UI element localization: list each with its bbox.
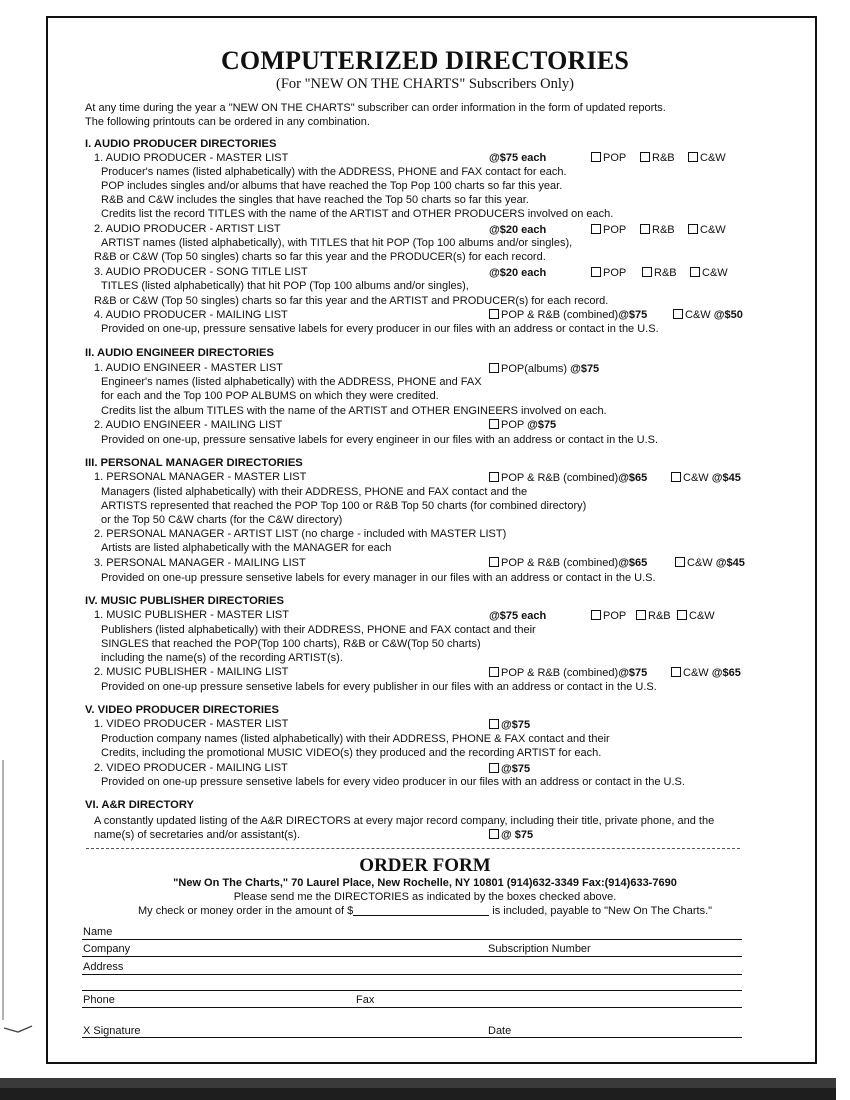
signature-field[interactable]	[82, 1037, 742, 1038]
description-line: Publishers (listed alphabetically) with their ADDRESS, PHONE and FAX contact and their	[101, 624, 536, 636]
checkbox-label: C&W	[683, 667, 709, 679]
checkbox-label: C&W	[702, 267, 728, 279]
checkbox-s1-3-cw[interactable]	[690, 267, 728, 279]
description-line: R&B and C&W includes the singles that have reached the Top 50 charts so far this year.	[101, 194, 529, 206]
checkbox-box[interactable]	[642, 267, 652, 277]
description-line: Provided on one-up, pressure sensative labels for every producer in our files with an address or contact in the U.S.	[101, 323, 659, 335]
section-heading-ar-directory: VI. A&R DIRECTORY	[85, 799, 194, 811]
checkbox-box[interactable]	[677, 610, 687, 620]
name-field[interactable]	[82, 939, 742, 940]
checkbox-s4-1-cw[interactable]	[677, 610, 715, 622]
price-label: @$45	[711, 472, 741, 484]
checkbox-box[interactable]	[688, 224, 698, 234]
price-label: @$75	[618, 309, 648, 321]
intro-line-1: At any time during the year a "NEW ON THE CHARTS" subscriber can order information in the form of updated reports.	[85, 102, 666, 114]
item-personal-manager-mailing: 3. PERSONAL MANAGER - MAILING LIST	[94, 557, 306, 569]
price-label: @$75	[618, 667, 648, 679]
scan-left-edge	[0, 0, 6, 1100]
description-line: name(s) of secretaries and/or assistant(s).	[94, 829, 301, 841]
price-label: @$45	[715, 557, 745, 569]
order-form-title: ORDER FORM	[359, 855, 491, 876]
item-music-publisher-mailing: 2. MUSIC PUBLISHER - MAILING LIST	[94, 666, 289, 678]
item-audio-producer-mailing: 4. AUDIO PRODUCER - MAILING LIST	[94, 309, 288, 321]
description-line: ARTISTS represented that reached the POP Top 100 or R&B Top 50 charts (for combined directory)	[101, 500, 587, 512]
checkbox-label: C&W	[700, 224, 726, 236]
section-heading-personal-manager: III. PERSONAL MANAGER DIRECTORIES	[85, 457, 303, 469]
checkbox-s3-3-cw[interactable]	[675, 557, 745, 569]
price-label: @$20 each	[489, 224, 547, 236]
price-label: @$75	[501, 763, 531, 775]
checkbox-label: POP & R&B (combined)	[501, 667, 619, 679]
name-label: Name	[83, 926, 113, 938]
page-title: COMPUTERIZED DIRECTORIES	[220, 46, 630, 75]
section-heading-audio-engineer: II. AUDIO ENGINEER DIRECTORIES	[85, 347, 274, 359]
checkbox-s3-1-cw[interactable]	[671, 472, 741, 484]
phone-fax-field[interactable]	[82, 1007, 742, 1008]
item-audio-producer-song-title: 3. AUDIO PRODUCER - SONG TITLE LIST	[94, 266, 308, 278]
checkbox-box[interactable]	[489, 763, 499, 773]
description-line: R&B or C&W (Top 50 singles) charts so far this year and the PRODUCER(s) for each record.	[94, 251, 546, 263]
checkbox-s3-3-pop-rb[interactable]	[489, 557, 647, 569]
checkbox-box[interactable]	[591, 610, 601, 620]
description-line: Provided on one-up pressure sensetive labels for every manager in our files with an address or contact in the U.S.	[101, 572, 656, 584]
price-label: @$50	[713, 309, 743, 321]
description-line: A constantly updated listing of the A&R DIRECTORS at every major record company, including their title, private phone, and the	[94, 815, 715, 827]
checkbox-s4-2-pop-rb[interactable]	[489, 667, 647, 679]
checkbox-box[interactable]	[489, 363, 499, 373]
description-line: Credits, including the promotional MUSIC VIDEO(s) they produced and the recording ARTIST for each.	[101, 747, 602, 759]
section-heading-music-publisher: IV. MUSIC PUBLISHER DIRECTORIES	[85, 595, 284, 607]
checkbox-box[interactable]	[636, 610, 646, 620]
checkbox-label: C&W	[700, 152, 726, 164]
description-line: for each and the Top 100 POP ALBUMS on which they were credited.	[101, 390, 439, 402]
description-line: Managers (listed alphabetically) with their ADDRESS, PHONE and FAX contact and the	[101, 486, 528, 498]
address-field[interactable]	[82, 974, 742, 975]
cut-line-divider	[86, 848, 740, 849]
checkbox-s4-1-pop[interactable]	[591, 610, 626, 622]
checkbox-s1-2-rb[interactable]	[640, 224, 675, 236]
item-audio-producer-master: 1. AUDIO PRODUCER - MASTER LIST	[94, 152, 289, 164]
price-label: @$65	[618, 472, 648, 484]
payment-suffix: is included, payable to "New On The Charts."	[492, 905, 713, 917]
price-label: @$75	[527, 419, 557, 431]
checkbox-box[interactable]	[591, 152, 601, 162]
price-label: @ $75	[501, 829, 534, 841]
description-line: TITLES (listed alphabetically) that hit POP (Top 100 albums and/or singles),	[101, 280, 469, 292]
company-label: Company	[83, 943, 131, 955]
subscription-number-label: Subscription Number	[488, 943, 591, 955]
payment-prefix: My check or money order in the amount of $	[137, 905, 354, 917]
checkbox-label: POP	[603, 152, 627, 164]
checkbox-label: POP & R&B (combined)	[501, 472, 619, 484]
checkbox-label: R&B	[648, 610, 671, 622]
description-line: SINGLES that reached the POP(Top 100 charts), R&B or C&W(Top 50 charts)	[101, 638, 481, 650]
checkbox-s2-1-pop-albums[interactable]	[489, 363, 599, 375]
checkbox-label: R&B	[654, 267, 677, 279]
scan-edge-band-dark	[0, 1088, 836, 1100]
checkbox-s1-4-cw[interactable]	[673, 309, 743, 321]
description-line: Producer's names (listed alphabetically) with the ADDRESS, PHONE and FAX contact for each.	[101, 166, 567, 178]
intro-line-2: The following printouts can be ordered in any combination.	[85, 116, 370, 128]
price-label: @$65	[618, 557, 648, 569]
description-line: Production company names (listed alphabetically) with their ADDRESS, PHONE & FAX contact and their	[101, 733, 610, 745]
checkbox-box[interactable]	[675, 557, 685, 567]
checkbox-box[interactable]	[489, 667, 499, 677]
checkbox-box[interactable]	[671, 667, 681, 677]
description-line: including the name(s) of the recording ARTIST(s).	[101, 652, 343, 664]
date-label: Date	[488, 1025, 512, 1037]
description-line: Credits list the album TITLES with the name of the ARTIST and OTHER ENGINEERS involved on each.	[101, 405, 607, 417]
item-video-producer-master: 1. VIDEO PRODUCER - MASTER LIST	[94, 718, 289, 730]
checkbox-label: R&B	[652, 152, 675, 164]
checkbox-box[interactable]	[489, 309, 499, 319]
price-label: @$65	[711, 667, 741, 679]
checkbox-s1-1-cw[interactable]	[688, 152, 726, 164]
amount-input[interactable]	[353, 905, 489, 916]
section-heading-audio-producer: I. AUDIO PRODUCER DIRECTORIES	[85, 138, 277, 150]
price-label: @$75 each	[489, 152, 547, 164]
checkbox-label: C&W	[685, 309, 711, 321]
checkbox-s1-1-pop[interactable]	[591, 152, 626, 164]
checkbox-s3-1-pop-rb[interactable]	[489, 472, 647, 484]
checkbox-s1-1-rb[interactable]	[640, 152, 675, 164]
description-line: Provided on one-up pressure sensetive labels for every video producer in our files with an address or contact in the U.S.	[101, 776, 685, 788]
description-line: Provided on one-up, pressure sensative labels for every engineer in our files with an address or contact in the U.S.	[101, 434, 659, 446]
item-audio-engineer-mailing: 2. AUDIO ENGINEER - MAILING LIST	[94, 419, 283, 431]
checkbox-s1-2-cw[interactable]	[688, 224, 726, 236]
checkbox-label: POP	[603, 267, 627, 279]
item-personal-manager-master: 1. PERSONAL MANAGER - MASTER LIST	[94, 471, 307, 483]
checkbox-s5-2[interactable]	[489, 763, 530, 775]
scan-margin	[836, 0, 850, 1100]
company-field[interactable]	[82, 956, 742, 957]
checkbox-s4-1-rb[interactable]	[636, 610, 671, 622]
checkbox-box[interactable]	[688, 152, 698, 162]
checkbox-label: POP & R&B (combined)	[501, 309, 619, 321]
checkbox-box[interactable]	[640, 224, 650, 234]
staple-mark	[2, 1020, 36, 1040]
checkbox-s1-4-pop-rb[interactable]	[489, 309, 647, 321]
description-line: Credits list the record TITLES with the name of the ARTIST and OTHER PRODUCERS involved on each.	[101, 208, 614, 220]
price-label: @$20 each	[489, 267, 547, 279]
checkbox-s1-3-rb[interactable]	[642, 267, 677, 279]
order-instructions: Please send me the DIRECTORIES as indicated by the boxes checked above.	[233, 891, 617, 903]
checkbox-box[interactable]	[489, 472, 499, 482]
description-line: POP includes singles and/or albums that have reached the Top Pop 100 charts so far this year.	[101, 180, 563, 192]
checkbox-label: POP & R&B (combined)	[501, 557, 619, 569]
checkbox-label: C&W	[687, 557, 713, 569]
price-label: @$75	[570, 363, 600, 375]
checkbox-box[interactable]	[671, 472, 681, 482]
description-line: Engineer's names (listed alphabetically) with the ADDRESS, PHONE and FAX	[101, 376, 482, 388]
checkbox-s1-2-pop[interactable]	[591, 224, 626, 236]
fax-label: Fax	[356, 994, 375, 1006]
checkbox-box[interactable]	[673, 309, 683, 319]
address-field-line-2[interactable]	[82, 990, 742, 991]
item-audio-engineer-master: 1. AUDIO ENGINEER - MASTER LIST	[94, 362, 283, 374]
checkbox-box[interactable]	[489, 719, 499, 729]
checkbox-box[interactable]	[489, 557, 499, 567]
description-line: R&B or C&W (Top 50 singles) charts so far this year and the ARTIST and PRODUCER(s) for each record.	[94, 295, 609, 307]
description-line: ARTIST names (listed alphabetically), with TITLES that hit POP (Top 100 albums and/or singles),	[101, 237, 573, 249]
description-line: or the Top 50 C&W charts (for the C&W directory)	[101, 514, 343, 526]
checkbox-box[interactable]	[640, 152, 650, 162]
price-label: @$75	[501, 719, 531, 731]
checkbox-s2-2-pop[interactable]	[489, 419, 556, 431]
checkbox-label: C&W	[683, 472, 709, 484]
checkbox-box[interactable]	[489, 419, 499, 429]
signature-label: X Signature	[83, 1025, 141, 1037]
item-music-publisher-master: 1. MUSIC PUBLISHER - MASTER LIST	[94, 609, 289, 621]
address-label: Address	[83, 961, 124, 973]
checkbox-label: POP	[501, 419, 525, 431]
checkbox-label: R&B	[652, 224, 675, 236]
page-subtitle: (For "NEW ON THE CHARTS" Subscribers Only)	[275, 76, 574, 92]
section-heading-video-producer: V. VIDEO PRODUCER DIRECTORIES	[85, 704, 279, 716]
checkbox-box[interactable]	[591, 267, 601, 277]
phone-label: Phone	[83, 994, 115, 1006]
item-personal-manager-artist: 2. PERSONAL MANAGER - ARTIST LIST (no charge - included with MASTER LIST)	[94, 528, 507, 540]
item-video-producer-mailing: 2. VIDEO PRODUCER - MAILING LIST	[94, 762, 288, 774]
checkbox-label: POP(albums)	[501, 363, 568, 375]
checkbox-label: POP	[603, 224, 627, 236]
order-payment-line	[0, 905, 850, 917]
checkbox-s1-3-pop[interactable]	[591, 267, 626, 279]
checkbox-box[interactable]	[489, 829, 499, 839]
description-line: Provided on one-up pressure sensetive labels for every publisher in our files with an address or contact in the U.S.	[101, 681, 657, 693]
description-line: Artists are listed alphabetically with the MANAGER for each	[101, 542, 392, 554]
checkbox-s4-2-cw[interactable]	[671, 667, 741, 679]
price-label: @$75 each	[489, 610, 547, 622]
checkbox-s5-1[interactable]	[489, 719, 530, 731]
checkbox-box[interactable]	[591, 224, 601, 234]
item-audio-producer-artist: 2. AUDIO PRODUCER - ARTIST LIST	[94, 223, 281, 235]
checkbox-label: POP	[603, 610, 627, 622]
checkbox-label: C&W	[689, 610, 715, 622]
checkbox-box[interactable]	[690, 267, 700, 277]
checkbox-s6[interactable]	[489, 829, 533, 841]
order-address: "New On The Charts," 70 Laurel Place, New Rochelle, NY 10801 (914)632-3349 Fax:(914)633-7690	[173, 877, 677, 889]
